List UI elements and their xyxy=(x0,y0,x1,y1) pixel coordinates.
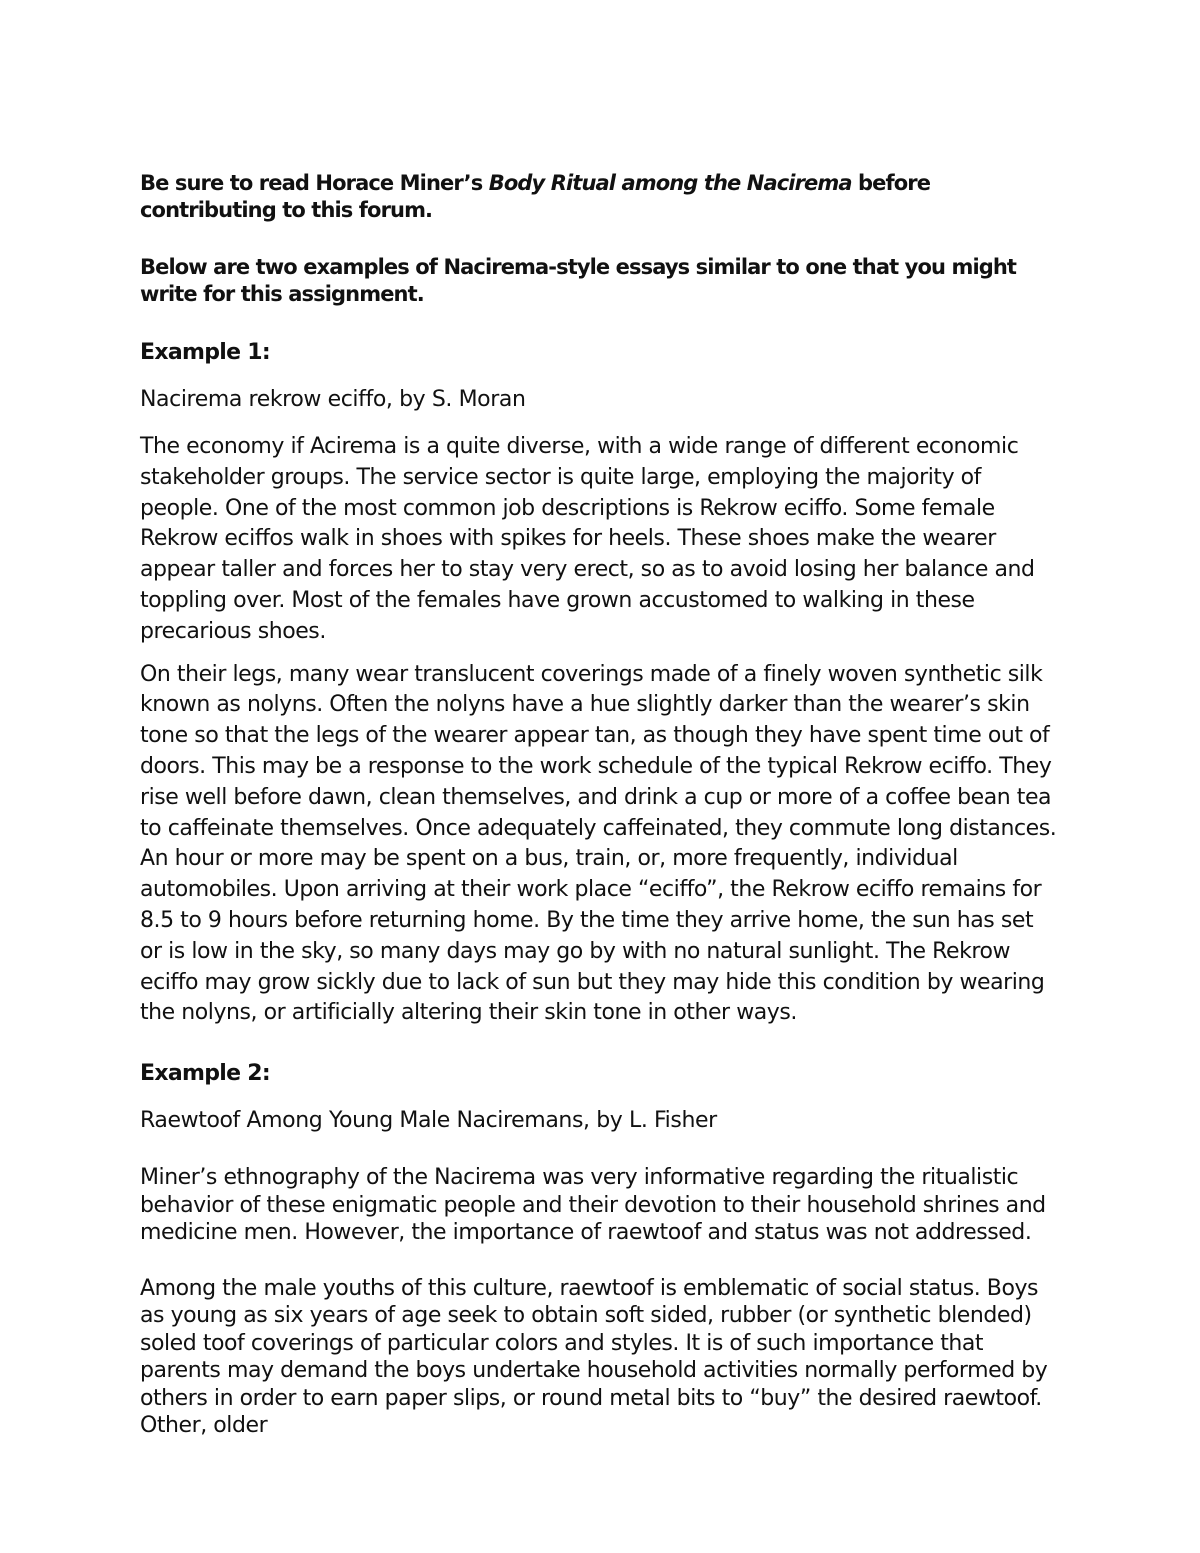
document-page xyxy=(140,170,1060,1468)
example-1-section xyxy=(140,338,1060,1029)
example-1-paragraph-2: On their legs, many wear translucent coverings made of a finely woven synthetic silk known as nolyns. Often the nolyns have a hue slightly darker than the wearer’s skin tone so that the legs of the wearer appear tan, as though they have spent time out of doors. This may be a response to the work schedule of the typical Rekrow eciffo. They rise well before dawn, clean themselves, and drink a cup or more of a coffee bean tea to caffeinate themselves. Once adequately caffeinated, they commute long distances. An hour or more may be spent on a bus, train, or, more frequently, individual automobiles. Upon arriving at their work place “eciffo”, the Rekrow eciffo remains for 8.5 to 9 hours before returning home. By the time they arrive home, the sun has set or is low in the sky, so many days may go by with no natural sunlight. The Rekrow eciffo may grow sickly due to lack of sun but they may hide this condition by wearing the nolyns, or artificially altering their skin tone in other ways. xyxy=(140,661,1057,1026)
example-2-section xyxy=(140,1059,1060,1440)
example-2-paragraph-1: Miner’s ethnography of the Nacirema was very informative regarding the ritualistic behavior of these enigmatic people and their devotion to their household shrines and medicine men. However, the importance of raewtoof and status was not addressed. xyxy=(140,1165,1046,1246)
example-1-heading: Example 1: xyxy=(140,340,270,365)
example-1-paragraph-1: The economy if Acirema is a quite diverse, with a wide range of different economic stakeholder groups. The service sector is quite large, employing the majority of people. One of the most common job descriptions is Rekrow eciffo. Some female Rekrow eciffos walk in shoes with spikes for heels. These shoes make the wearer appear taller and forces her to stay very erect, so as to avoid losing her balance and toppling over. Most of the females have grown accustomed to walking in these precarious shoes. xyxy=(140,434,1035,644)
example-2-paragraph-2: Among the male youths of this culture, raewtoof is emblematic of social status. Boys as young as six years of age seek to obtain soft sided, rubber (or synthetic blended) soled toof coverings of particular colors and styles. It is of such importance that parents may demand the boys undertake household activities normally performed by others in order to earn paper slips, or round metal bits to “buy” the desired raewtoof. Other, older xyxy=(140,1275,1048,1439)
example-2-byline: Raewtoof Among Young Male Naciremans, by L. Fisher xyxy=(140,1108,717,1134)
intro-examples-note: Below are two examples of Nacirema-style essays similar to one that you might write for this assignment. xyxy=(140,255,1017,306)
intro-text-end: before contributing to this forum. xyxy=(140,171,931,222)
reading-title: Body Ritual among the Nacirema xyxy=(488,171,852,195)
example-1-byline: Nacirema rekrow eciffo, by S. Moran xyxy=(140,387,526,412)
intro-instruction xyxy=(140,170,1060,224)
example-2-heading: Example 2: xyxy=(140,1061,270,1087)
intro-text-start: Be sure to read Horace Miner’s xyxy=(140,171,489,195)
